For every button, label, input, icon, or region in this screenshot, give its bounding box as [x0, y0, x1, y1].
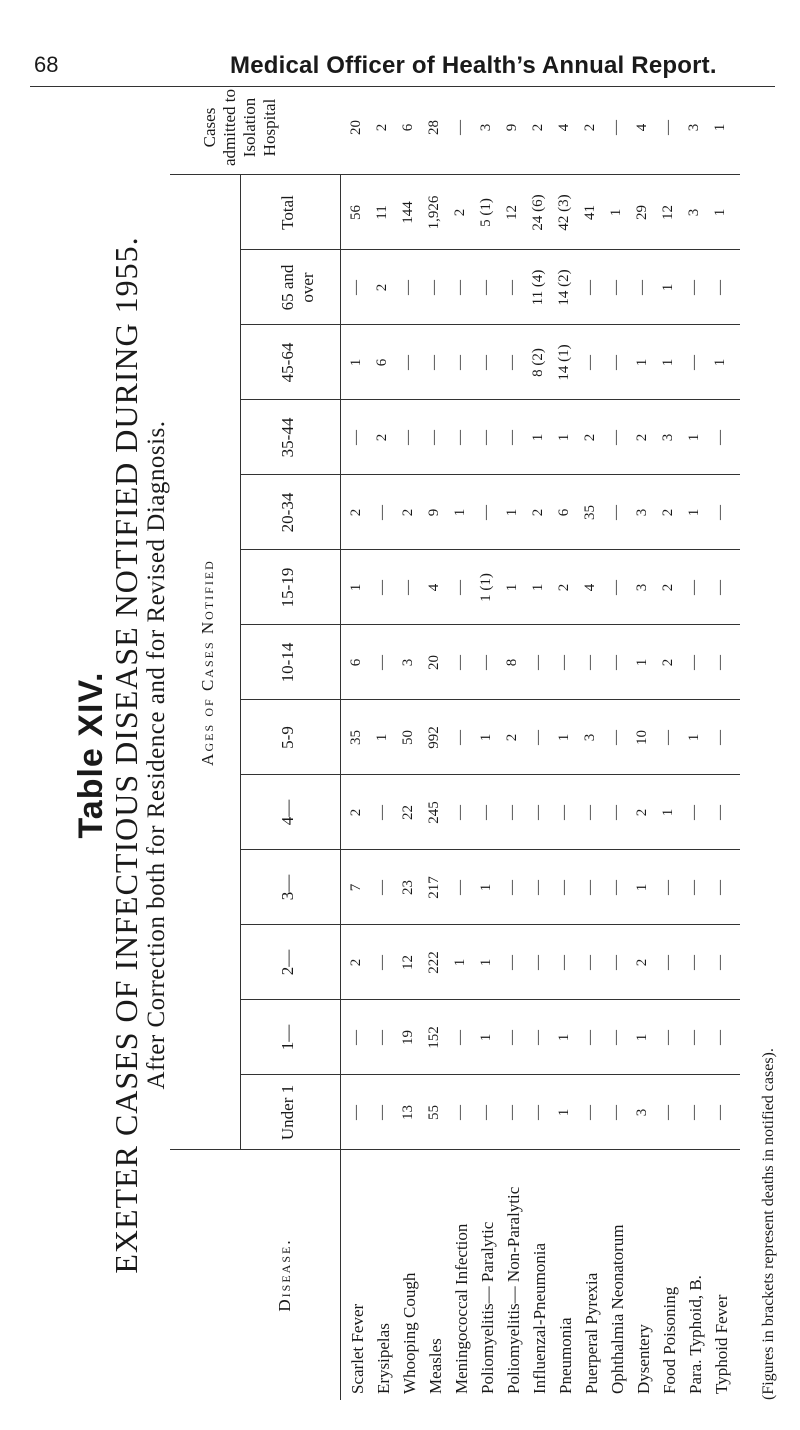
- table-cell: 22: [400, 805, 416, 820]
- table-cell: 1: [712, 208, 728, 217]
- table-cell: —: [660, 880, 676, 895]
- table-cell: —: [374, 1030, 390, 1045]
- table-cell: —: [426, 430, 442, 445]
- table-cell: —: [348, 280, 364, 295]
- table-cell: 1: [478, 958, 494, 967]
- table-cell: —: [608, 280, 624, 295]
- table-cell: —: [452, 1030, 468, 1045]
- table-cell: 2: [634, 808, 650, 817]
- table-cell: —: [374, 580, 390, 595]
- table-cell: —: [608, 730, 624, 745]
- table-cell: 152: [426, 1026, 442, 1049]
- table-cell: 14 (1): [556, 344, 572, 381]
- table-cell: 14 (2): [556, 269, 572, 306]
- table-cell: —: [452, 580, 468, 595]
- table-cell: —: [530, 1105, 546, 1120]
- disease-name: Para. Typhoid, B.: [686, 1275, 705, 1394]
- table-cell: 1: [556, 733, 572, 742]
- table-cell: —: [452, 730, 468, 745]
- ages-heading-rule: [240, 175, 241, 1150]
- table-cell: 2: [530, 508, 546, 517]
- table-cell: 4: [426, 583, 442, 592]
- table-cell: —: [582, 1030, 598, 1045]
- hospital-cell: 2: [582, 123, 598, 132]
- table-cell: —: [478, 1105, 494, 1120]
- table-cell: —: [582, 280, 598, 295]
- table-cell: 3: [634, 508, 650, 517]
- table-cell: 2: [348, 958, 364, 967]
- table-cell: 35: [348, 730, 364, 745]
- table-cell: 56: [348, 205, 364, 220]
- disease-name: Puerperal Pyrexia: [582, 1272, 601, 1394]
- table-cell: 245: [426, 801, 442, 824]
- disease-name: Erysipelas: [374, 1323, 393, 1394]
- disease-name: Influenzal-Pneumonia: [530, 1242, 549, 1394]
- table-cell: —: [530, 955, 546, 970]
- table-cell: —: [530, 880, 546, 895]
- table-cell: —: [478, 805, 494, 820]
- column-header: 20-34: [278, 492, 297, 533]
- table-cell: —: [374, 955, 390, 970]
- table-cell: —: [608, 580, 624, 595]
- table-cell: —: [660, 730, 676, 745]
- table-cell: 1: [530, 583, 546, 592]
- table-cell: 1: [712, 358, 728, 367]
- table-cell: 1 (1): [478, 573, 494, 602]
- table-cell: —: [452, 655, 468, 670]
- table-cell: 2: [348, 808, 364, 817]
- rotated-table-page: [10, 90, 800, 1420]
- table-cell: 2: [556, 583, 572, 592]
- table-cell: 1: [634, 358, 650, 367]
- disease-name: Whooping Cough: [400, 1272, 419, 1394]
- disease-heading: Disease.: [275, 1238, 294, 1312]
- table-cell: 35: [582, 505, 598, 520]
- table-cell: —: [582, 355, 598, 370]
- column-header: 35-44: [278, 417, 297, 458]
- table-cell: 1: [634, 1033, 650, 1042]
- table-cell: 1: [348, 358, 364, 367]
- table-cell: —: [478, 280, 494, 295]
- table-cell: 1: [556, 1108, 572, 1117]
- table-cell: —: [374, 805, 390, 820]
- column-head-rule: [340, 175, 341, 1150]
- table-cell: —: [452, 280, 468, 295]
- table-cell: —: [686, 580, 702, 595]
- table-cell: —: [608, 1105, 624, 1120]
- table-cell: —: [660, 1105, 676, 1120]
- table-cell: 11 (4): [530, 269, 546, 306]
- table-cell: —: [504, 880, 520, 895]
- ages-heading: Ages of Cases Notified: [198, 559, 217, 766]
- table-cell: 1: [374, 733, 390, 742]
- disease-table: [170, 89, 750, 1400]
- table-cell: 8: [504, 658, 520, 667]
- table-cell: 1: [686, 733, 702, 742]
- hospital-heading: Cases admitted to Isolation Hospital: [200, 89, 279, 166]
- table-cell: —: [504, 355, 520, 370]
- table-cell: —: [478, 655, 494, 670]
- table-cell: 1: [660, 358, 676, 367]
- table-cell: —: [660, 1030, 676, 1045]
- table-cell: —: [582, 655, 598, 670]
- table-cell: 50: [400, 730, 416, 745]
- table-cell: —: [608, 355, 624, 370]
- table-cell: —: [504, 280, 520, 295]
- hospital-cell: —: [452, 120, 468, 135]
- table-cell: —: [608, 805, 624, 820]
- hospital-cell: 3: [478, 123, 494, 132]
- table-cell: 55: [426, 1105, 442, 1120]
- table-cell: 1: [556, 1033, 572, 1042]
- table-cell: —: [608, 1030, 624, 1045]
- disease-name: Poliomyelitis— Paralytic: [478, 1221, 497, 1394]
- hospital-cell: 28: [426, 120, 442, 135]
- table-cell: 2: [660, 658, 676, 667]
- hospital-cell: —: [608, 120, 624, 135]
- disease-name: Measles: [426, 1338, 445, 1394]
- table-cell: 2: [660, 508, 676, 517]
- table-cell: 3: [634, 1108, 650, 1117]
- table-cell: —: [712, 955, 728, 970]
- table-cell: 2: [400, 508, 416, 517]
- table-cell: —: [712, 1105, 728, 1120]
- running-title: Medical Officer of Health’s Annual Report.: [230, 52, 717, 79]
- table-cell: —: [660, 955, 676, 970]
- table-cell: 2: [374, 433, 390, 442]
- table-cell: —: [686, 805, 702, 820]
- table-cell: —: [504, 955, 520, 970]
- hospital-cell: 6: [400, 123, 416, 132]
- table-cell: —: [504, 430, 520, 445]
- column-header: 4—: [278, 799, 297, 826]
- table-cell: 1: [478, 883, 494, 892]
- table-cell: —: [712, 1030, 728, 1045]
- table-cell: 1,926: [426, 195, 442, 230]
- table-cell: 2: [660, 583, 676, 592]
- hospital-cell: 20: [348, 120, 364, 135]
- table-cell: —: [530, 655, 546, 670]
- table-cell: —: [712, 580, 728, 595]
- table-cell: —: [452, 1105, 468, 1120]
- table-title: EXETER CASES OF INFECTIOUS DISEASE NOTIFIED DURING 1955.: [108, 236, 144, 1274]
- table-cell: —: [634, 280, 650, 295]
- table-cell: —: [348, 1105, 364, 1120]
- table-cell: —: [686, 955, 702, 970]
- table-cell: —: [426, 280, 442, 295]
- table-cell: —: [400, 280, 416, 295]
- table-cell: —: [348, 430, 364, 445]
- table-cell: —: [452, 805, 468, 820]
- column-header: Total: [278, 195, 297, 230]
- table-cell: —: [374, 1105, 390, 1120]
- table-cell: 222: [426, 951, 442, 974]
- table-cell: 29: [634, 205, 650, 220]
- table-cell: 217: [426, 876, 442, 899]
- table-cell: —: [686, 1105, 702, 1120]
- table-cell: 23: [400, 880, 416, 895]
- disease-name: Ophthalmia Neonatorum: [608, 1224, 627, 1394]
- table-cell: 9: [426, 508, 442, 517]
- table-cell: 13: [400, 1105, 416, 1120]
- table-cell: 12: [400, 955, 416, 970]
- table-cell: —: [686, 880, 702, 895]
- table-cell: 1: [504, 583, 520, 592]
- table-cell: 5 (1): [478, 198, 494, 227]
- table-cell: —: [556, 805, 572, 820]
- table-cell: 11: [374, 205, 390, 220]
- table-cell: —: [530, 1030, 546, 1045]
- table-cell: 2: [634, 958, 650, 967]
- disease-name: Food Poisoning: [660, 1286, 679, 1394]
- table-cell: 1: [660, 808, 676, 817]
- table-cell: —: [504, 1030, 520, 1045]
- disease-name: Pneumonia: [556, 1317, 575, 1394]
- table-cell: —: [478, 355, 494, 370]
- table-cell: 2: [582, 433, 598, 442]
- table-cell: 4: [582, 583, 598, 592]
- hospital-cell: 9: [504, 123, 520, 132]
- table-cell: —: [400, 580, 416, 595]
- table-cell: —: [712, 730, 728, 745]
- table-cell: 3: [686, 208, 702, 217]
- table-cell: 1: [686, 508, 702, 517]
- table-cell: —: [582, 955, 598, 970]
- table-cell: —: [452, 430, 468, 445]
- table-cell: —: [582, 880, 598, 895]
- table-subtitle: After Correction both for Residence and for Revised Diagnosis.: [143, 420, 170, 1090]
- table-cell: 1: [634, 883, 650, 892]
- disease-name: Meningococcal Infection: [452, 1223, 471, 1394]
- column-header: 65 and over: [278, 264, 317, 311]
- table-cell: —: [504, 805, 520, 820]
- hospital-cell: 2: [374, 123, 390, 132]
- hospital-cell: —: [660, 120, 676, 135]
- table-cell: —: [452, 355, 468, 370]
- table-cell: —: [582, 805, 598, 820]
- table-cell: 6: [556, 508, 572, 517]
- table-cell: 12: [504, 205, 520, 220]
- table-cell: —: [374, 505, 390, 520]
- hospital-cell: 1: [712, 123, 728, 132]
- column-header: 1—: [278, 1024, 297, 1051]
- table-cell: —: [608, 430, 624, 445]
- table-cell: 1: [452, 958, 468, 967]
- column-header: Under 1: [278, 1084, 297, 1141]
- column-header: 45-64: [278, 342, 297, 383]
- table-cell: —: [608, 655, 624, 670]
- disease-name: Dysentery: [634, 1324, 653, 1394]
- table-cell: —: [686, 655, 702, 670]
- column-header: 5-9: [278, 726, 297, 749]
- table-cell: 1: [660, 283, 676, 292]
- table-cell: 3: [660, 433, 676, 442]
- table-cell: 1: [634, 658, 650, 667]
- table-cell: —: [504, 1105, 520, 1120]
- table-cell: —: [686, 355, 702, 370]
- table-cell: 8 (2): [530, 348, 546, 377]
- table-cell: —: [608, 955, 624, 970]
- table-cell: —: [686, 280, 702, 295]
- hospital-cell: 4: [556, 123, 572, 132]
- table-cell: 144: [400, 201, 416, 224]
- table-cell: 20: [426, 655, 442, 670]
- table-cell: 7: [348, 883, 364, 892]
- table-cell: 1: [348, 583, 364, 592]
- table-cell: —: [582, 1105, 598, 1120]
- table-cell: 1: [478, 733, 494, 742]
- table-label: Table XIV.: [72, 671, 110, 839]
- table-cell: 1: [452, 508, 468, 517]
- table-cell: —: [556, 655, 572, 670]
- table-cell: —: [530, 730, 546, 745]
- table-cell: —: [478, 430, 494, 445]
- table-cell: 41: [582, 205, 598, 220]
- table-footnote: (Figures in brackets represent deaths in notified cases).: [760, 1048, 777, 1400]
- table-cell: 10: [634, 730, 650, 745]
- column-header: 2—: [278, 949, 297, 976]
- table-cell: 1: [530, 433, 546, 442]
- table-cell: 992: [426, 726, 442, 749]
- table-cell: —: [530, 805, 546, 820]
- table-cell: —: [478, 505, 494, 520]
- table-cell: —: [400, 430, 416, 445]
- table-cell: 1: [686, 433, 702, 442]
- table-cell: 24 (6): [530, 194, 546, 231]
- page-number: 68: [34, 52, 59, 77]
- column-header: 10-14: [278, 642, 297, 683]
- table-cell: —: [556, 955, 572, 970]
- table-cell: 1: [556, 433, 572, 442]
- disease-name: Scarlet Fever: [348, 1303, 367, 1394]
- disease-name: Typhoid Fever: [712, 1294, 731, 1394]
- table-cell: 2: [374, 283, 390, 292]
- table-cell: —: [608, 505, 624, 520]
- table-cell: 2: [634, 433, 650, 442]
- table-cell: 2: [348, 508, 364, 517]
- table-cell: —: [712, 505, 728, 520]
- table-cell: —: [556, 880, 572, 895]
- hospital-cell: 4: [634, 123, 650, 132]
- table-cell: 3: [400, 658, 416, 667]
- table-cell: 42 (3): [556, 194, 572, 231]
- disease-head-rule: [340, 1150, 341, 1400]
- table-cell: 2: [452, 208, 468, 217]
- hospital-cell: 2: [530, 123, 546, 132]
- table-cell: 2: [504, 733, 520, 742]
- table-cell: —: [400, 355, 416, 370]
- table-cell: 6: [374, 358, 390, 367]
- table-cell: —: [712, 430, 728, 445]
- disease-name: Poliomyelitis— Non-Paralytic: [504, 1186, 523, 1394]
- table-cell: —: [348, 1030, 364, 1045]
- table-cell: —: [712, 880, 728, 895]
- table-cell: 1: [608, 208, 624, 217]
- table-cell: —: [452, 880, 468, 895]
- column-header: 15-19: [278, 567, 297, 608]
- table-cell: 19: [400, 1030, 416, 1045]
- table-cell: 6: [348, 658, 364, 667]
- table-cell: —: [712, 655, 728, 670]
- table-cell: —: [374, 655, 390, 670]
- table-cell: 12: [660, 205, 676, 220]
- table-cell: 1: [504, 508, 520, 517]
- hospital-cell: 3: [686, 123, 702, 132]
- table-cell: 3: [582, 733, 598, 742]
- table-cell: —: [712, 805, 728, 820]
- column-header: 3—: [278, 874, 297, 901]
- table-cell: —: [608, 880, 624, 895]
- table-cell: —: [686, 1030, 702, 1045]
- table-cell: —: [426, 355, 442, 370]
- table-cell: 3: [634, 583, 650, 592]
- table-cell: —: [712, 280, 728, 295]
- table-cell: —: [374, 880, 390, 895]
- table-cell: 1: [478, 1033, 494, 1042]
